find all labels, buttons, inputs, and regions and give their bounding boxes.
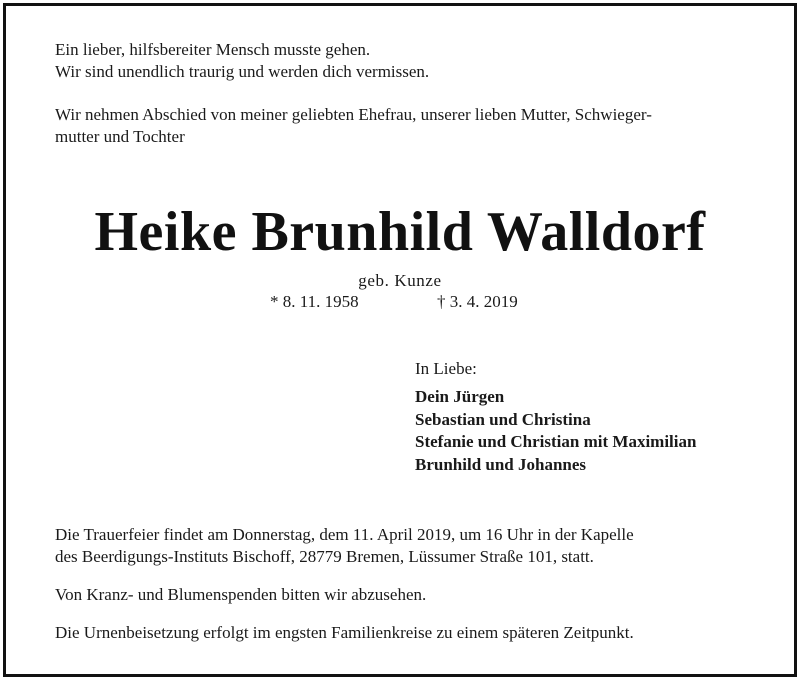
maiden-name: geb. Kunze (358, 271, 442, 290)
mourners-label: In Liebe: (415, 359, 477, 378)
farewell-line: mutter und Tochter (55, 127, 185, 146)
farewell-line: Wir nehmen Abschied von meiner geliebten Ehefrau, unserer lieben Mutter, Schwieger- (55, 105, 652, 124)
service-text (55, 524, 634, 568)
birth-date: * 8. 11. 1958 (270, 292, 359, 311)
mourner-name: Sebastian und Christina (415, 409, 591, 429)
flowers-note: Von Kranz- und Blumenspenden bitten wir abzusehen. (55, 585, 427, 604)
mourners-list (415, 386, 696, 476)
urn-note: Die Urnenbeisetzung erfolgt im engsten Familienkreise zu einem späteren Zeitpunkt. (55, 623, 634, 642)
intro-line: Wir sind unendlich traurig und werden dich vermissen. (55, 62, 430, 81)
deceased-name: Heike Brunhild Walldorf (94, 201, 706, 263)
service-line: des Beerdigungs-Instituts Bischoff, 28779 Bremen, Lüssumer Straße 101, statt. (55, 547, 594, 566)
farewell-text (55, 104, 652, 148)
intro-line: Ein lieber, hilfsbereiter Mensch musste gehen. (55, 40, 371, 59)
mourner-name: Brunhild und Johannes (415, 454, 587, 474)
intro-text (55, 39, 429, 83)
service-line: Die Trauerfeier findet am Donnerstag, dem 11. April 2019, um 16 Uhr in der Kapelle (55, 525, 634, 544)
mourner-name: Stefanie und Christian mit Maximilian (415, 432, 697, 451)
death-date: † 3. 4. 2019 (437, 292, 518, 311)
mourner-name: Dein Jürgen (415, 387, 505, 406)
